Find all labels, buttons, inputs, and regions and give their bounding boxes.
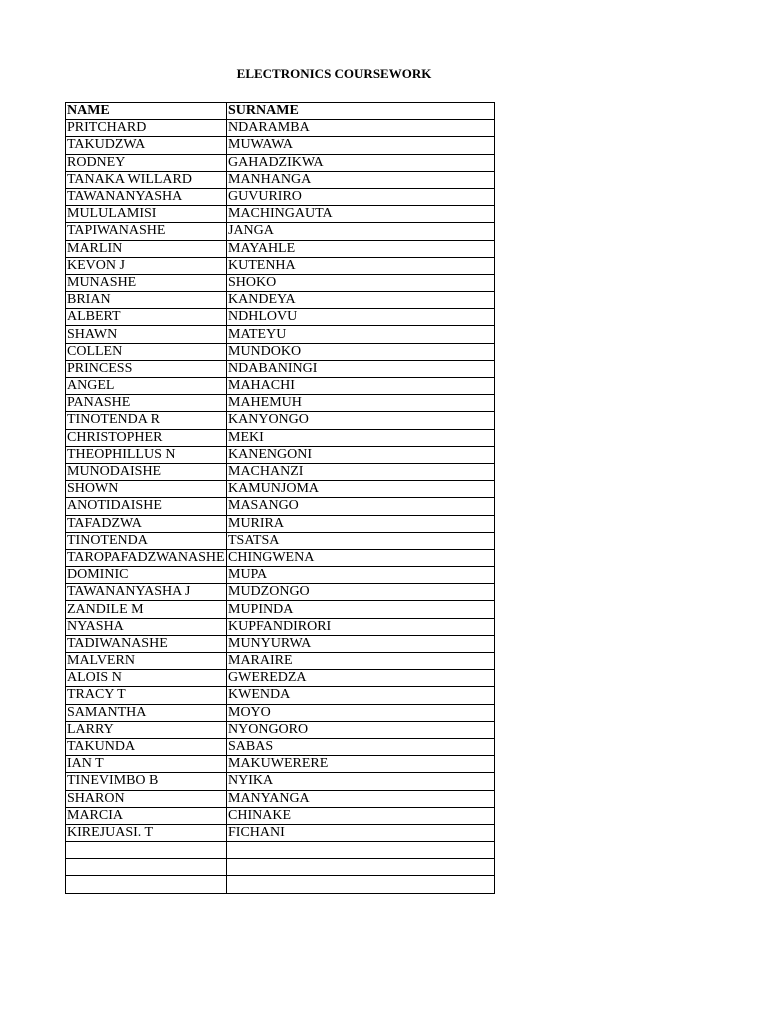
name-cell: ANOTIDAISHE [66,498,227,515]
name-cell: MUNODAISHE [66,463,227,480]
table-row [66,171,495,188]
surname-cell: MATEYU [227,326,495,343]
name-cell: MALVERN [66,653,227,670]
surname-cell: MAYAHLE [227,240,495,257]
surname-cell [227,859,495,876]
surname-cell: GAHADZIKWA [227,154,495,171]
surname-cell: MANHANGA [227,171,495,188]
surname-cell: MEKI [227,429,495,446]
surname-cell: MAHACHI [227,378,495,395]
name-cell: PANASHE [66,395,227,412]
surname-cell: MARAIRE [227,653,495,670]
table-row [66,876,495,893]
surname-cell: MURIRA [227,515,495,532]
surname-cell: NYONGORO [227,721,495,738]
surname-cell: NYIKA [227,773,495,790]
surname-cell: MUPA [227,567,495,584]
surname-cell: NDHLOVU [227,309,495,326]
surname-cell: MUWAWA [227,137,495,154]
surname-cell: MUDZONGO [227,584,495,601]
table-row [66,498,495,515]
name-cell: KIREJUASI. T [66,824,227,841]
table-header-row [66,103,495,120]
name-cell: SAMANTHA [66,704,227,721]
name-cell: NYASHA [66,618,227,635]
table-row [66,601,495,618]
table-row [66,584,495,601]
name-cell: TINOTENDA [66,532,227,549]
surname-cell: MOYO [227,704,495,721]
table-row [66,532,495,549]
name-cell: TANAKA WILLARD [66,171,227,188]
name-cell [66,842,227,859]
name-cell: SHARON [66,790,227,807]
name-cell: ALOIS N [66,670,227,687]
surname-cell: GUVURIRO [227,188,495,205]
surname-cell: MACHANZI [227,463,495,480]
table-row [66,687,495,704]
surname-cell: MUNDOKO [227,343,495,360]
surname-cell [227,876,495,893]
table-row [66,188,495,205]
name-cell: TAROPAFADZWANASHE [67,549,225,565]
table-row [66,549,495,566]
surname-cell: KANYONGO [227,412,495,429]
surname-cell: KWENDA [227,687,495,704]
table-row [66,790,495,807]
table-row [66,842,495,859]
student-table [65,102,495,894]
table-row [66,360,495,377]
table-row [66,378,495,395]
surname-cell: KUTENHA [227,257,495,274]
surname-cell: MAKUWERERE [227,756,495,773]
table-row [66,429,495,446]
table-row [66,206,495,223]
table-row [66,343,495,360]
table-row [66,154,495,171]
surname-cell: MACHINGAUTA [227,206,495,223]
table-row [66,257,495,274]
name-cell [66,876,227,893]
table-row [66,704,495,721]
table-row [66,446,495,463]
surname-cell: CHINAKE [227,807,495,824]
surname-cell: MANYANGA [227,790,495,807]
name-cell: MARCIA [66,807,227,824]
surname-cell: KANDEYA [227,292,495,309]
name-cell: TADIWANASHE [66,635,227,652]
table-row [66,120,495,137]
surname-cell: KAMUNJOMA [227,481,495,498]
name-cell: TAWANANYASHA J [66,584,227,601]
table-row [66,859,495,876]
table-row [66,756,495,773]
surname-cell: SHOKO [227,274,495,291]
name-cell: DOMINIC [66,567,227,584]
table-row [66,670,495,687]
table-row [66,807,495,824]
name-cell [66,859,227,876]
name-cell: TAKUDZWA [66,137,227,154]
surname-cell: TSATSA [227,532,495,549]
surname-cell: NDARAMBA [227,120,495,137]
name-cell: SHAWN [66,326,227,343]
table-row [66,292,495,309]
name-cell: MUNASHE [66,274,227,291]
table-row [66,618,495,635]
table-row [66,240,495,257]
name-cell: KEVON J [66,257,227,274]
name-cell: PRINCESS [66,360,227,377]
table-row [66,326,495,343]
table-row [66,567,495,584]
name-cell: RODNEY [66,154,227,171]
table-row [66,635,495,652]
surname-cell [227,842,495,859]
table-row [66,653,495,670]
name-cell: COLLEN [66,343,227,360]
name-cell: ZANDILE M [66,601,227,618]
surname-cell: MASANGO [227,498,495,515]
name-cell: PRITCHARD [66,120,227,137]
name-cell: TRACY T [66,687,227,704]
surname-cell: SABAS [227,738,495,755]
name-cell: SHOWN [66,481,227,498]
surname-cell: FICHANI [227,824,495,841]
surname-cell: CHINGWENA [227,549,495,566]
name-cell: TINOTENDA R [66,412,227,429]
table-row [66,395,495,412]
column-header-name: NAME [66,103,227,120]
surname-cell: KANENGONI [227,446,495,463]
name-cell: ANGEL [66,378,227,395]
table-row [66,412,495,429]
name-cell: TAKUNDA [66,738,227,755]
name-cell: TINEVIMBO B [66,773,227,790]
table-row [66,481,495,498]
table-row [66,309,495,326]
name-cell: MULULAMISI [66,206,227,223]
table-row [66,738,495,755]
name-cell: TAPIWANASHE [66,223,227,240]
surname-cell: MAHEMUH [227,395,495,412]
student-table-body [66,103,495,894]
surname-cell: NDABANINGI [227,360,495,377]
table-row [66,824,495,841]
name-cell: TAWANANYASHA [66,188,227,205]
name-cell: THEOPHILLUS N [66,446,227,463]
name-cell: LARRY [66,721,227,738]
name-cell: TAFADZWA [66,515,227,532]
table-row [66,773,495,790]
surname-cell: MUNYURWA [227,635,495,652]
name-cell: MARLIN [66,240,227,257]
table-row [66,515,495,532]
table-row [66,137,495,154]
surname-cell: JANGA [227,223,495,240]
name-cell: IAN T [66,756,227,773]
name-cell: BRIAN [66,292,227,309]
table-row [66,274,495,291]
table-row [66,463,495,480]
surname-cell: GWEREDZA [227,670,495,687]
column-header-surname: SURNAME [227,103,495,120]
name-cell: CHRISTOPHER [66,429,227,446]
table-row [66,223,495,240]
document-title: ELECTRONICS COURSEWORK [236,66,432,81]
surname-cell: MUPINDA [227,601,495,618]
name-cell: ALBERT [66,309,227,326]
table-row [66,721,495,738]
surname-cell: KUPFANDIRORI [227,618,495,635]
